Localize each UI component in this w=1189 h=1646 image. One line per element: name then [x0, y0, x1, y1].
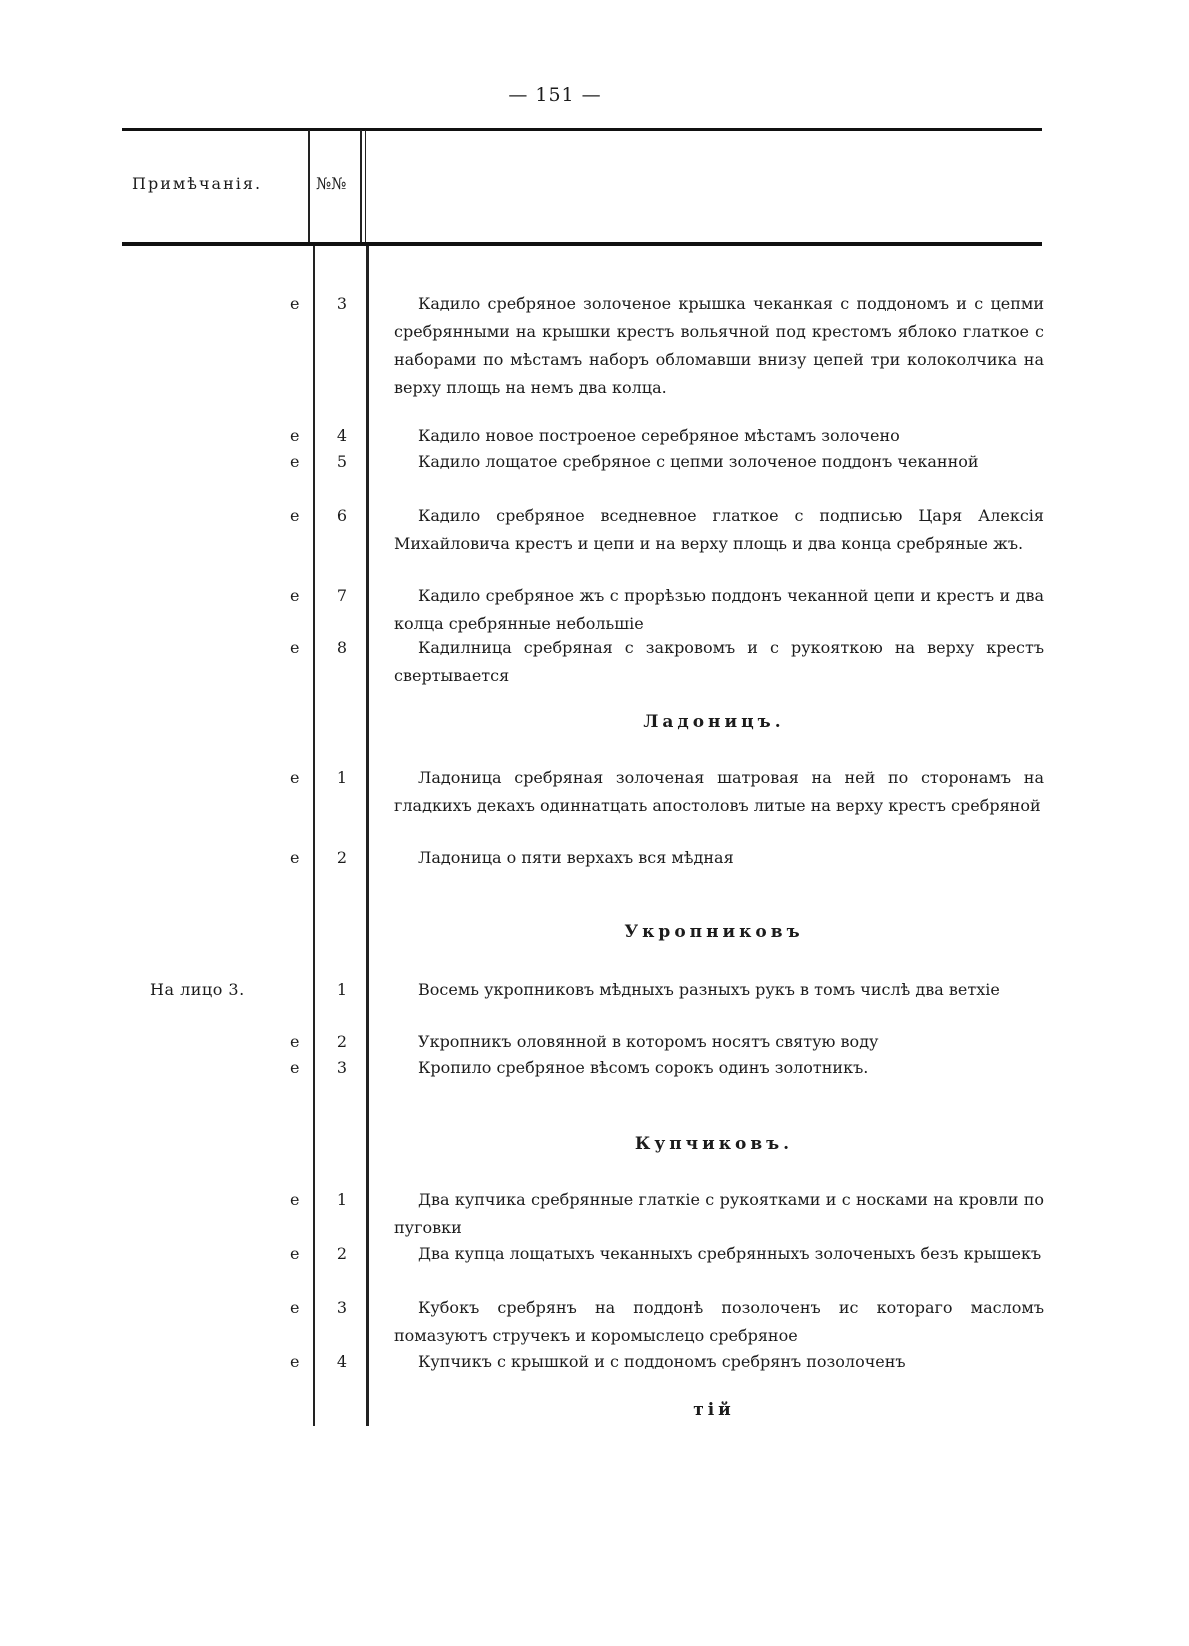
body-divider-notes: [313, 246, 315, 1426]
item-number: 2: [336, 848, 348, 867]
item-number: 2: [336, 1032, 348, 1051]
item-note: e: [290, 452, 300, 471]
header-rule-top: [122, 128, 1042, 131]
item-note: e: [290, 294, 300, 313]
item-note: e: [290, 1190, 300, 1209]
item-note: e: [290, 1058, 300, 1077]
item-note: e: [290, 426, 300, 445]
item-note: e: [290, 768, 300, 787]
section-title: Укропниковъ: [624, 922, 804, 942]
item-number: 3: [336, 1298, 348, 1317]
item-note: e: [290, 586, 300, 605]
item-number: 5: [336, 452, 348, 471]
item-number: 1: [336, 980, 348, 999]
item-number: 7: [336, 586, 348, 605]
item-number: 2: [336, 1244, 348, 1263]
header-rule-bottom: [122, 242, 1042, 246]
item-note: e: [290, 506, 300, 525]
header-numbers: №№: [316, 174, 347, 193]
item-text: Два купчика сребрянные глаткіе с рукоятками и с носками на кровли по пуговки: [394, 1190, 1044, 1237]
item-number: 1: [336, 768, 348, 787]
item-note: e: [290, 638, 300, 657]
item-text: Кадилница сребряная с закровомъ и с рукояткою на верху крестъ свертывается: [394, 638, 1044, 685]
item-text: Ладоница о пяти верхахъ вся мѣдная: [418, 848, 734, 867]
item-text: Укропникъ оловянной в которомъ носятъ святую воду: [418, 1032, 879, 1051]
item-number: 4: [336, 1352, 348, 1371]
item-text: Два купца лощатыхъ чеканныхъ сребрянныхъ золоченыхъ безъ крышекъ: [418, 1244, 1042, 1263]
item-number: 4: [336, 426, 348, 445]
page-number: — 151 —: [508, 84, 602, 106]
item-text: Кадило новое построеное серебряное мѣстамъ золочено: [418, 426, 900, 445]
item-note: На лицо 3.: [150, 980, 245, 999]
item-text: Кадило лощатое сребряное с цепми золоченое поддонъ чеканной: [418, 452, 979, 471]
item-number: 3: [336, 294, 348, 313]
item-note: e: [290, 1298, 300, 1317]
item-note: e: [290, 1032, 300, 1051]
item-number: 3: [336, 1058, 348, 1077]
item-text: Кубокъ сребрянъ на поддонѣ позолоченъ ис котораго масломъ помазуютъ стручекъ и коромыслецо сребряное: [394, 1298, 1044, 1345]
item-note: e: [290, 1244, 300, 1263]
item-text: Кропило сребряное вѣсомъ сорокъ одинъ золотникъ.: [418, 1058, 869, 1077]
section-title: Купчиковъ.: [634, 1134, 794, 1154]
item-text: Восемь укропниковъ мѣдныхъ разныхъ рукъ в томъ числѣ два ветхіе: [418, 980, 1000, 999]
item-number: 1: [336, 1190, 348, 1209]
item-text: Кадило сребряное жъ с прорѣзью поддонъ чеканной цепи и крестъ и два колца сребрянные небольшіе: [394, 586, 1044, 633]
body-divider-numbers: [366, 246, 369, 1426]
section-title: Ладоницъ.: [643, 712, 785, 732]
column-divider-notes: [308, 130, 310, 242]
item-text: Ладоница сребряная золоченая шатровая на ней по сторонамъ на гладкихъ декахъ одиннатцать апостоловъ литые на верху крестъ сребряной: [394, 768, 1044, 815]
item-number: 6: [336, 506, 348, 525]
item-note: e: [290, 1352, 300, 1371]
column-divider-numbers-inner: [365, 130, 366, 242]
item-text: Кадило сребряное вседневное глаткое с подписью Царя Алексія Михайловича крестъ и цепи и на верху площь и два конца сребряные жъ.: [394, 506, 1044, 553]
catchword: тій: [693, 1400, 735, 1420]
item-note: e: [290, 848, 300, 867]
header-notes: Примѣчанія.: [132, 174, 263, 193]
item-number: 8: [336, 638, 348, 657]
column-divider-numbers: [360, 130, 362, 242]
item-text: Купчикъ с крышкой и с поддономъ сребрянъ позолоченъ: [418, 1352, 906, 1371]
item-text: Кадило сребряное золоченое крышка чеканкая с поддономъ и с цепми сребрянными на крышки крестъ вольячной под крестомъ яблоко глаткое с наборами по мѣстамъ наборъ обломавши внизу цепей три колоколчика на верху площь на немъ два колца.: [394, 294, 1044, 397]
